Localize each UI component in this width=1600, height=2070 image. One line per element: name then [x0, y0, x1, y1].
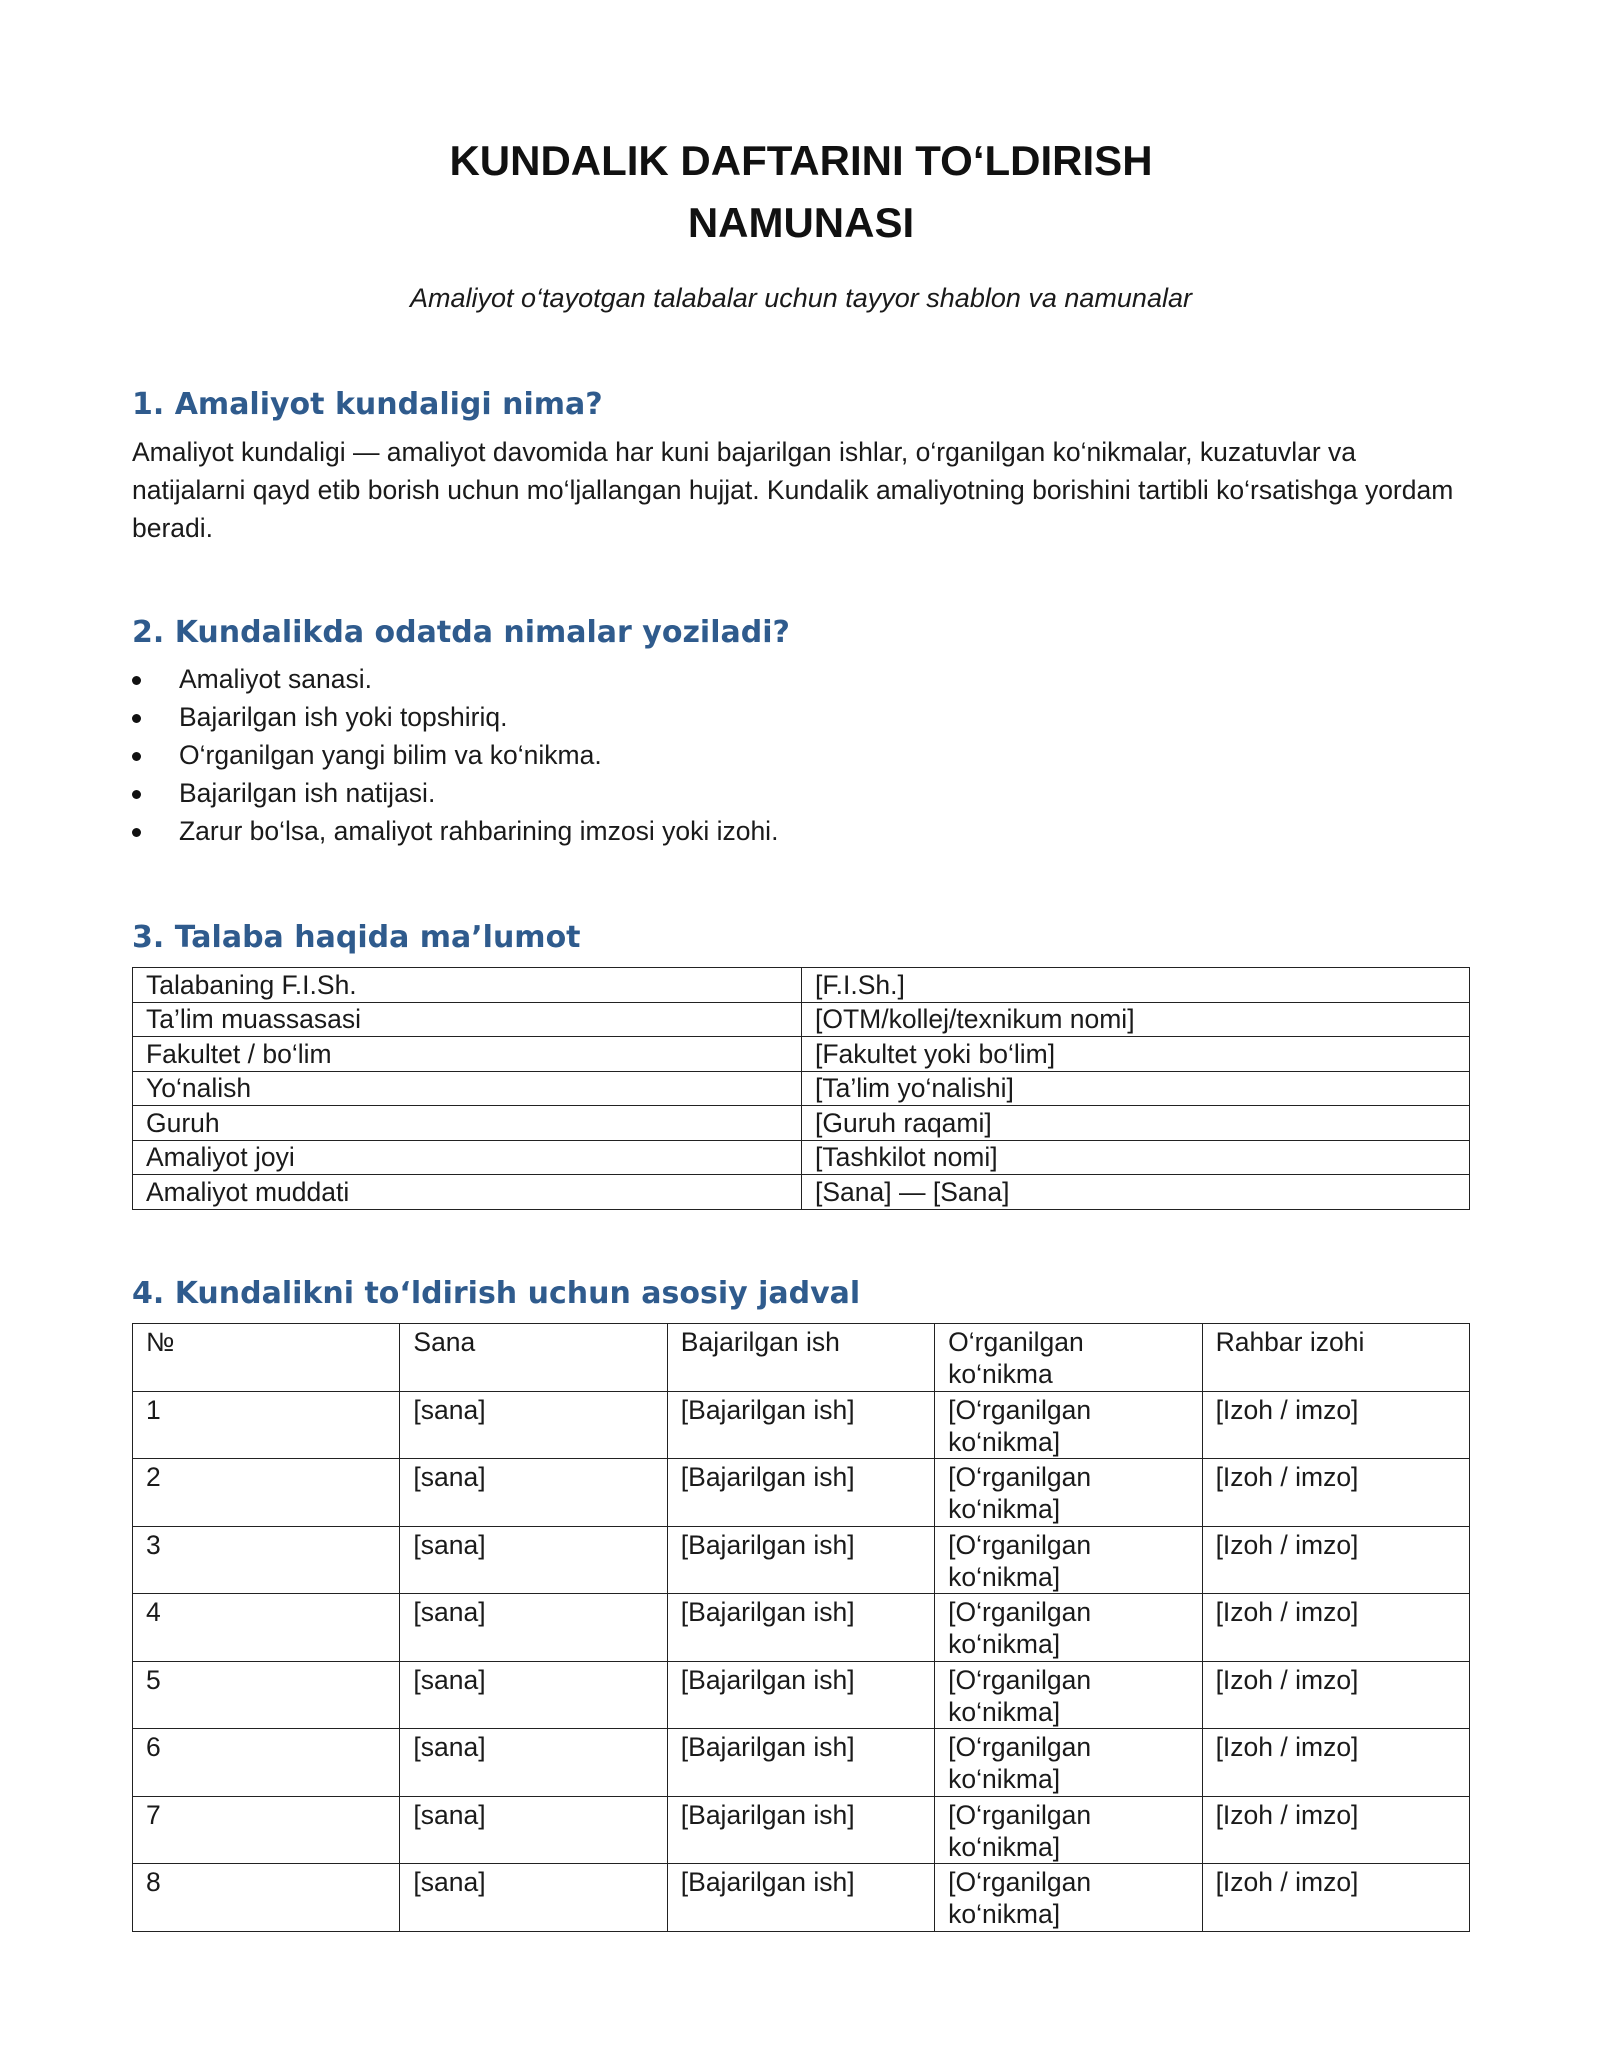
page-title: [132, 130, 1470, 254]
info-value: [F.I.Sh.]: [802, 968, 1470, 1003]
table-row: [133, 1796, 1470, 1864]
cell-work-done: [Bajarilgan ish]: [667, 1594, 934, 1662]
table-row: [133, 968, 1470, 1003]
table-header-row: [133, 1324, 1470, 1392]
column-header-number: №: [133, 1324, 400, 1392]
cell-number: 4: [133, 1594, 400, 1662]
cell-date: [sana]: [400, 1729, 667, 1797]
table-row: [133, 1106, 1470, 1141]
table-row: [133, 1594, 1470, 1662]
cell-skill-learned: [O‘rganilgan ko‘nikma]: [935, 1729, 1202, 1797]
column-header-skill-learned: O‘rganilgan ko‘nikma: [935, 1324, 1202, 1392]
cell-number: 3: [133, 1526, 400, 1594]
cell-supervisor-comment: [Izoh / imzo]: [1202, 1796, 1469, 1864]
section-2-bullet-list: [132, 660, 1470, 850]
section-3-heading: 3. Talaba haqida ma’lumot: [132, 920, 581, 955]
section-1-paragraph: Amaliyot kundaligi — amaliyot davomida har kuni bajarilgan ishlar, o‘rganilgan ko‘nikmalar, kuzatuvlar va natijalarni qayd etib borish uchun mo‘ljallangan hujjat. Kundalik amaliyotning borishini tartibli ko‘rsatishga yordam beradi.: [132, 437, 1454, 543]
table-row: [133, 1729, 1470, 1797]
cell-supervisor-comment: [Izoh / imzo]: [1202, 1526, 1469, 1594]
cell-number: 8: [133, 1864, 400, 1932]
table-row: [133, 1864, 1470, 1932]
list-item: [132, 698, 1470, 736]
list-item: [132, 660, 1470, 698]
info-label: Ta’lim muassasasi: [133, 1002, 802, 1037]
table-row: [133, 1037, 1470, 1072]
info-label: Talabaning F.I.Sh.: [133, 968, 802, 1003]
table-row: [133, 1391, 1470, 1459]
column-header-work-done: Bajarilgan ish: [667, 1324, 934, 1392]
table-row: [133, 1071, 1470, 1106]
list-item: [132, 812, 1470, 850]
table-row: [133, 1459, 1470, 1527]
info-label: Amaliyot joyi: [133, 1140, 802, 1175]
table-row: [133, 1140, 1470, 1175]
cell-supervisor-comment: [Izoh / imzo]: [1202, 1391, 1469, 1459]
info-value: [Guruh raqami]: [802, 1106, 1470, 1141]
cell-skill-learned: [O‘rganilgan ko‘nikma]: [935, 1594, 1202, 1662]
bullet-icon: [132, 714, 141, 723]
cell-number: 6: [133, 1729, 400, 1797]
bullet-icon: [132, 676, 141, 685]
table-row: [133, 1661, 1470, 1729]
cell-date: [sana]: [400, 1391, 667, 1459]
cell-skill-learned: [O‘rganilgan ko‘nikma]: [935, 1391, 1202, 1459]
cell-date: [sana]: [400, 1661, 667, 1729]
list-item-text: Zarur bo‘lsa, amaliyot rahbarining imzosi yoki izohi.: [179, 816, 779, 846]
info-value: [OTM/kollej/texnikum nomi]: [802, 1002, 1470, 1037]
cell-skill-learned: [O‘rganilgan ko‘nikma]: [935, 1459, 1202, 1527]
cell-work-done: [Bajarilgan ish]: [667, 1796, 934, 1864]
title-line-1: KUNDALIK DAFTARINI TO‘LDIRISH: [449, 137, 1153, 184]
cell-skill-learned: [O‘rganilgan ko‘nikma]: [935, 1661, 1202, 1729]
cell-date: [sana]: [400, 1459, 667, 1527]
cell-work-done: [Bajarilgan ish]: [667, 1391, 934, 1459]
info-label: Yo‘nalish: [133, 1071, 802, 1106]
list-item-text: O‘rganilgan yangi bilim va ko‘nikma.: [179, 740, 602, 770]
cell-number: 7: [133, 1796, 400, 1864]
info-label: Fakultet / bo‘lim: [133, 1037, 802, 1072]
list-item-text: Bajarilgan ish yoki topshiriq.: [179, 702, 508, 732]
cell-date: [sana]: [400, 1864, 667, 1932]
table-row: [133, 1526, 1470, 1594]
diary-main-table: [132, 1323, 1470, 1932]
cell-work-done: [Bajarilgan ish]: [667, 1661, 934, 1729]
column-header-supervisor-comment: Rahbar izohi: [1202, 1324, 1469, 1392]
info-label: Amaliyot muddati: [133, 1175, 802, 1210]
cell-supervisor-comment: [Izoh / imzo]: [1202, 1864, 1469, 1932]
section-1-heading: 1. Amaliyot kundaligi nima?: [132, 387, 603, 422]
cell-supervisor-comment: [Izoh / imzo]: [1202, 1459, 1469, 1527]
bullet-icon: [132, 752, 141, 761]
table-row: [133, 1175, 1470, 1210]
cell-work-done: [Bajarilgan ish]: [667, 1526, 934, 1594]
cell-supervisor-comment: [Izoh / imzo]: [1202, 1661, 1469, 1729]
cell-work-done: [Bajarilgan ish]: [667, 1459, 934, 1527]
cell-skill-learned: [O‘rganilgan ko‘nikma]: [935, 1796, 1202, 1864]
cell-date: [sana]: [400, 1796, 667, 1864]
list-item-text: Bajarilgan ish natijasi.: [179, 778, 436, 808]
cell-date: [sana]: [400, 1594, 667, 1662]
list-item-text: Amaliyot sanasi.: [179, 664, 372, 694]
cell-number: 2: [133, 1459, 400, 1527]
cell-date: [sana]: [400, 1526, 667, 1594]
info-value: [Ta’lim yo‘nalishi]: [802, 1071, 1470, 1106]
cell-number: 5: [133, 1661, 400, 1729]
cell-supervisor-comment: [Izoh / imzo]: [1202, 1594, 1469, 1662]
bullet-icon: [132, 790, 141, 799]
section-4-heading: 4. Kundalikni to‘ldirish uchun asosiy jadval: [132, 1276, 861, 1311]
list-item: [132, 774, 1470, 812]
info-label: Guruh: [133, 1106, 802, 1141]
cell-work-done: [Bajarilgan ish]: [667, 1864, 934, 1932]
list-item: [132, 736, 1470, 774]
info-value: [Tashkilot nomi]: [802, 1140, 1470, 1175]
cell-supervisor-comment: [Izoh / imzo]: [1202, 1729, 1469, 1797]
column-header-date: Sana: [400, 1324, 667, 1392]
info-value: [Fakultet yoki bo‘lim]: [802, 1037, 1470, 1072]
table-row: [133, 1002, 1470, 1037]
section-2-heading: 2. Kundalikda odatda nimalar yoziladi?: [132, 615, 790, 650]
student-info-table: [132, 967, 1470, 1210]
info-value: [Sana] — [Sana]: [802, 1175, 1470, 1210]
cell-skill-learned: [O‘rganilgan ko‘nikma]: [935, 1864, 1202, 1932]
cell-work-done: [Bajarilgan ish]: [667, 1729, 934, 1797]
bullet-icon: [132, 828, 141, 837]
page-subtitle: Amaliyot o‘tayotgan talabalar uchun tayyor shablon va namunalar: [410, 283, 1192, 313]
cell-skill-learned: [O‘rganilgan ko‘nikma]: [935, 1526, 1202, 1594]
cell-number: 1: [133, 1391, 400, 1459]
title-line-2: NAMUNASI: [687, 199, 915, 246]
